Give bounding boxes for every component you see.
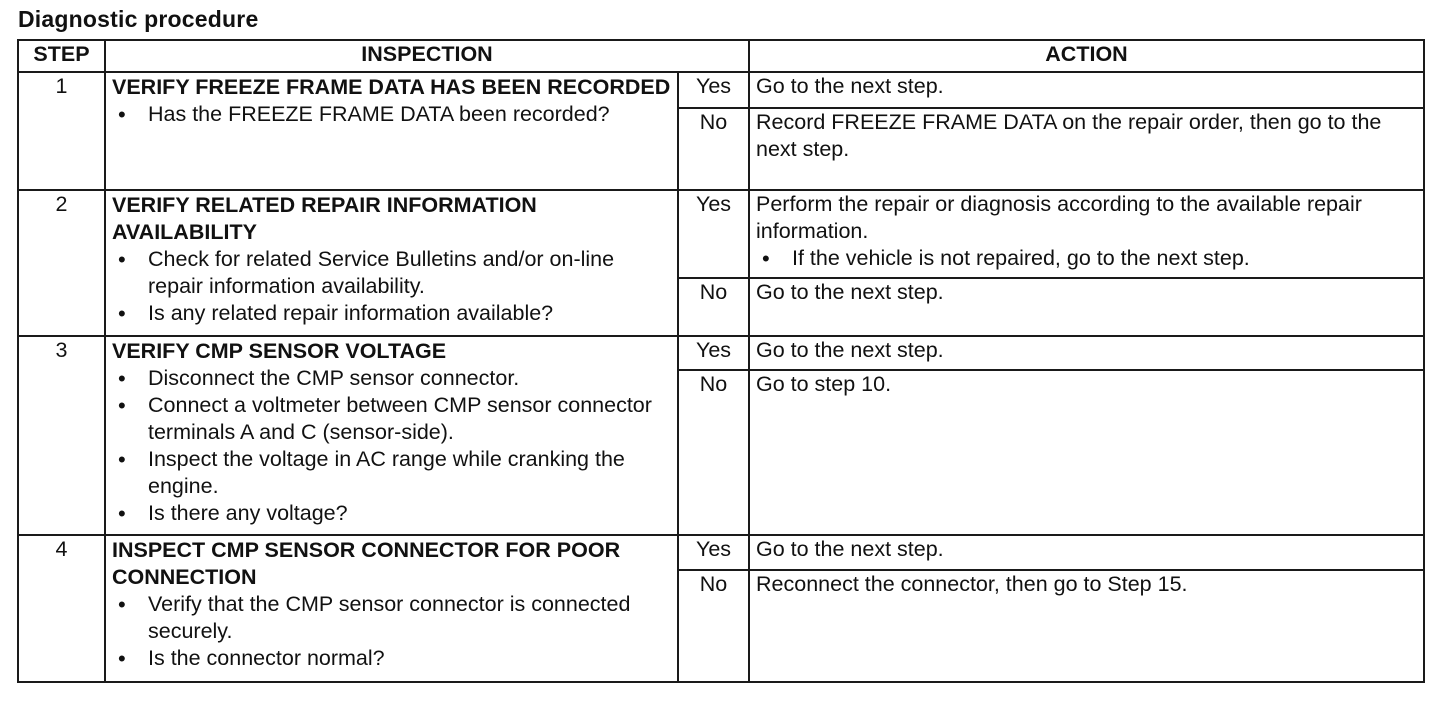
no-action: Go to the next step. bbox=[749, 278, 1424, 336]
no-label: No bbox=[678, 108, 749, 190]
yes-action: Go to the next step. bbox=[749, 336, 1424, 370]
step-title: INSPECT CMP SENSOR CONNECTOR FOR POOR CONNECTION bbox=[112, 538, 621, 589]
header-step: STEP bbox=[18, 40, 105, 72]
yes-label: Yes bbox=[678, 190, 749, 278]
step-number: 4 bbox=[18, 535, 105, 682]
header-inspection: INSPECTION bbox=[105, 40, 749, 72]
no-action: Record FREEZE FRAME DATA on the repair order, then go to the next step. bbox=[749, 108, 1424, 190]
yes-action: Go to the next step. bbox=[749, 535, 1424, 570]
inspection-bullet: • Verify that the CMP sensor connector is connected securely. bbox=[112, 591, 671, 645]
yes-action: Go to the next step. bbox=[749, 72, 1424, 108]
header-action: ACTION bbox=[749, 40, 1424, 72]
inspection-bullets bbox=[112, 101, 671, 128]
step-number: 2 bbox=[18, 190, 105, 336]
step-inspection bbox=[105, 72, 678, 190]
inspection-bullet: • Is the connector normal? bbox=[112, 645, 671, 672]
inspection-bullet: • Is any related repair information available? bbox=[112, 300, 671, 327]
action-bullets bbox=[756, 245, 1417, 272]
inspection-bullets bbox=[112, 246, 671, 327]
step-3-yes-row bbox=[18, 336, 1424, 370]
inspection-bullet: • Is there any voltage? bbox=[112, 500, 671, 527]
step-inspection bbox=[105, 535, 678, 682]
step-number: 1 bbox=[18, 72, 105, 190]
inspection-bullet: • Connect a voltmeter between CMP sensor connector terminals A and C (sensor-side). bbox=[112, 392, 671, 446]
action-bullet: • If the vehicle is not repaired, go to the next step. bbox=[756, 245, 1417, 272]
step-title: VERIFY CMP SENSOR VOLTAGE bbox=[112, 339, 447, 363]
no-label: No bbox=[678, 570, 749, 682]
no-label: No bbox=[678, 278, 749, 336]
inspection-bullet: • Check for related Service Bulletins and/or on-line repair information availability. bbox=[112, 246, 671, 300]
header-row bbox=[18, 40, 1424, 72]
step-title: VERIFY RELATED REPAIR INFORMATION AVAILABILITY bbox=[112, 193, 537, 244]
no-action: Reconnect the connector, then go to Step 15. bbox=[749, 570, 1424, 682]
step-number: 3 bbox=[18, 336, 105, 535]
step-inspection bbox=[105, 336, 678, 535]
step-2-yes-row bbox=[18, 190, 1424, 278]
step-4-yes-row bbox=[18, 535, 1424, 570]
inspection-bullets bbox=[112, 365, 671, 527]
step-1-yes-row bbox=[18, 72, 1424, 108]
yes-action: Perform the repair or diagnosis according to the available repair information. bbox=[756, 192, 1362, 243]
yes-label: Yes bbox=[678, 535, 749, 570]
inspection-bullet: • Has the FREEZE FRAME DATA been recorded? bbox=[112, 101, 671, 128]
no-label: No bbox=[678, 370, 749, 535]
section-heading: Diagnostic procedure bbox=[18, 6, 259, 32]
yes-action-cell bbox=[749, 190, 1424, 278]
step-title: VERIFY FREEZE FRAME DATA HAS BEEN RECORDED bbox=[112, 75, 671, 99]
inspection-bullet: • Disconnect the CMP sensor connector. bbox=[112, 365, 671, 392]
diagnostic-procedure-table bbox=[17, 39, 1425, 683]
no-action: Go to step 10. bbox=[749, 370, 1424, 535]
step-inspection bbox=[105, 190, 678, 336]
inspection-bullet: • Inspect the voltage in AC range while cranking the engine. bbox=[112, 446, 671, 500]
yes-label: Yes bbox=[678, 336, 749, 370]
yes-label: Yes bbox=[678, 72, 749, 108]
inspection-bullets bbox=[112, 591, 671, 672]
